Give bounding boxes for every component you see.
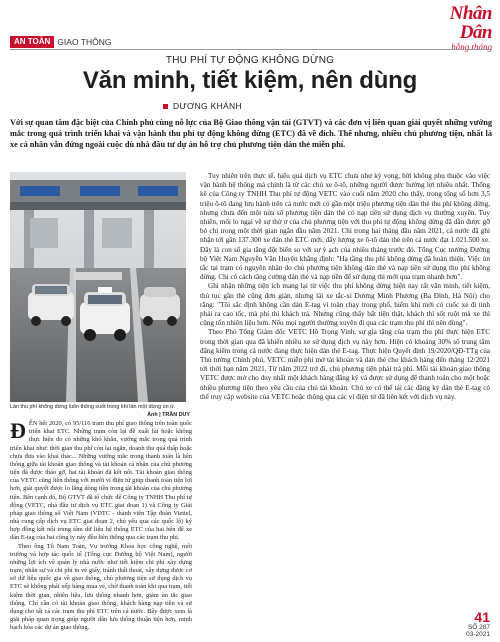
photo-credit: Ảnh | TRẦN DUY [147,412,190,418]
issue-date: 03-2021 [466,631,490,638]
paragraph: Ghi nhận những tiện ích mang lại từ việc thu phí không dừng hiện nay rất văn minh, tiết kiệm, thủ tục gần thẻ cũng đơn giản, nhưng lái xe tắc-xi Dương Minh Phương (Ba Đình, Hà Nội) cho rằng: "Tôi sắc định không cần dán E-tag vì toàn chạy trong phố, hiếm khi mới có cuốc xe đi tỉnh phải ra cao tốc, mà phí thì khách trả. Nhưng cũng thấy bất tiện thật, khách thì sốt ruột mà xe thì cũng tốn nhiên liệu hơn. Nếu mọi người thường xuyên đi qua các trạm thu phí thì nên dùng". [200,282,490,328]
byline-square-icon [163,104,168,109]
article-column-left [10,420,192,632]
kicker: THU PHÍ TỰ ĐỘNG KHÔNG DỪNG [165,55,335,66]
article-column-right [200,172,490,402]
headline: Văn minh, tiết kiệm, nên dùng [82,67,418,94]
issue-number: SỐ 287 [467,624,490,631]
page-number: 41 [474,609,490,625]
author-name: DƯƠNG KHÁNH [173,101,242,111]
section-divider [10,49,492,50]
masthead-title: Nhân Dân [449,3,492,43]
drop-cap: Đ [10,418,26,443]
paragraph [10,420,192,543]
masthead-subtitle: hằng tháng [451,42,492,52]
issue-info [466,624,490,638]
section-tag-label: AN TOÀN [10,36,54,48]
paragraph-text: ẾN hết 2020, có 95/116 trạm thu phí giao thông trên toàn quốc triển khai ETC. Những trạm còn lại đề xuất lùi hoặc không thực hiện do có những khó khăn, vướng mắc trong quá trình triển khai như: thời gian thu phí còn lại ngắn, doanh thu quá thấp hoặc chưa đưa vào khai thác... Những vướng mắc trong thanh toán là liên thông giữa tài khoản giao thông và tài khoản cá nhân của chủ phương tiện đã được tháo gỡ, hai tài khoản đã kết nối. Tài khoản giao thông của VETC cũng liên thông với mười ví điện tử giúp thanh toán tiện lợi hơn, giải quyết được lo lắng dòng tiền trong tài khoản của chủ phương tiện. Bên cạnh đó, Bộ GTVT đã tổ chức để Công ty TNHH Thu phí tự động (VETC, nhà đầu tư dịch vụ ETC giai đoạn 1) và Công ty Giải pháp giao thông số Việt Nam (VDTC - thành viên Tập đoàn Viettel, nhà cung cấp dịch vụ ETC giai đoạn 2, chủ yếu qua các quốc lộ) ký hợp đồng kết nối trung tâm dữ liệu hệ thống ETC của hai bên để xe dán E-tag của hai công ty này đều liên thông qua các trạm thu phí. [10,420,192,542]
paragraph: Theo ông Tô Nam Toàn, Vụ trưởng Khoa học công nghệ, môi trường và hợp tác quốc tế (Tổng cục Đường bộ Việt Nam), người những lợi ích về quản lý nhà nước như tiết kiệm chi phí xây dựng trạm, nhân sự và chi phí in vé giấy, tránh thất thoát, xây dựng được cơ sở dữ liệu quốc gia về giao thông, chủ phương tiện sử dụng dịch vụ ETC sẽ không phải xếp hàng mua vé, chờ thanh toán khi qua trạm, tiết kiệm thời gian, nhiên liệu, lưu thông nhanh hơn, giảm ùn tắc giao thông. Chỉ cần có tài khoản giao thông, khách hàng nạp tiền và sử dụng cho tất cả các trạm thu phí ETC trên cả nước. Bây được xem là giải pháp quan trọng giúp người dân lưu thông thuận tiện hơn, minh bạch hóa các dự án giao thông. [10,542,192,632]
masthead [422,4,492,52]
paragraph: Tuy nhiên trên thực tế, hiệu quả dịch vụ ETC chưa như kỳ vọng, bởi không phụ thuộc vào việc vận hành hệ thống mà chính là từ các chủ xe ô-tô, những người được hưởng lợi nhiều nhất. Thống kê của Công ty TNHH Thu phí tự động VETC vào cuối năm 2020 cho thấy, trong tổng số hơn 3,5 triệu ô-tô đang lưu hành trên cả nước mới có gần một triệu phương tiện dán thẻ thu phí không dừng, nhưng chưa đến một nửa số phương tiện dán thẻ có nạp tiền sử dụng dịch vụ thường xuyên. Tuy nhiên, mối lo ngại về sự thờ ơ của chủ phương tiện với thu phí tự động không dừng đã dần được gỡ bỏ chỉ trong một thời gian ngắn đầu năm 2021. Chỉ trong hai tháng đầu năm 2021, cả nước đã ghi nhận tới gần 137.300 xe dán thẻ ETC mới, đẩy lượng xe ô-tô dán thẻ trên cả nước đạt 1.021.500 xe. Đây là con số gia tăng đột biến so với sự ỳ ạch của nhiều tháng trước đó. Tổng Cục trưởng Đường bộ Việt Nam Nguyễn Văn Huyện khẳng định: "Hạ tầng thu phí không dừng đã hoàn thiện. Việc ùn tắc tại trạm có nguyên nhân do chủ phương tiện không dán thẻ và nạp tiền sử dụng thu phí không dừng. Chỉ có cách tăng cường dán thẻ và nạp tiền để sử dụng thì mới qua trạm nhanh hơn". [200,172,490,282]
paragraph: Theo Phó Tổng Giám đốc VETC Hồ Trọng Vinh, sự gia tăng của trạm thu phí thực hiện ETC trong thời gian qua đã khiến nhiều xe sử dụng dịch vụ này hơn. Hiện có khoảng 30% số trung tâm đăng kiểm trong cả nước đang thực hiện dán thẻ E-tag. Thực hiện Quyết định 19/2020/QĐ-TTg của Thủ tướng Chính phủ, VETC miễn phí mở tài khoản và dán thẻ cho khách hàng đến tháng 12/2021 tới thời hạn năm 2021. Từ năm 2022 trở đi, chủ phương tiện phải trả phí. Mỗi tài khoản giao thông VETC được mở cho duy nhất một khách hàng đăng ký và được sử dụng để thanh toán cho một hoặc nhiều phương tiện theo yêu cầu của chủ tài khoản. Chủ xe có thể tải các đăng ký dán thẻ E-tag có thể truy cập website của VETC hoặc thông qua các ví điện tử đã liên kết với dịch vụ này. [200,328,490,401]
author-byline [163,101,242,111]
section-subtitle: GIAO THÔNG [57,37,112,47]
article-photo [10,172,186,402]
section-tag [10,36,111,48]
lead-paragraph: Với sự quan tâm đặc biệt của Chính phủ cùng nỗ lực của Bộ Giao thông vận tải (GTVT) và các đơn vị liên quan giải quyết những vướng mắc trong quá trình triển khai và vận hành thu phí tự động không dừng (ETC) đã về đích. Thế nhưng, nhiều chủ phương tiện, nhất là xe cá nhân vẫn đứng ngoài cuộc dù nhà đầu tư dự án hỗ trợ chủ phương tiện dán thẻ miễn phí. [10,118,492,149]
photo-caption: Làn thu phí không dừng luôn thông suốt trong khi làn một dừng ùn ứ. [10,404,176,410]
toll-booth-photo [10,172,186,402]
